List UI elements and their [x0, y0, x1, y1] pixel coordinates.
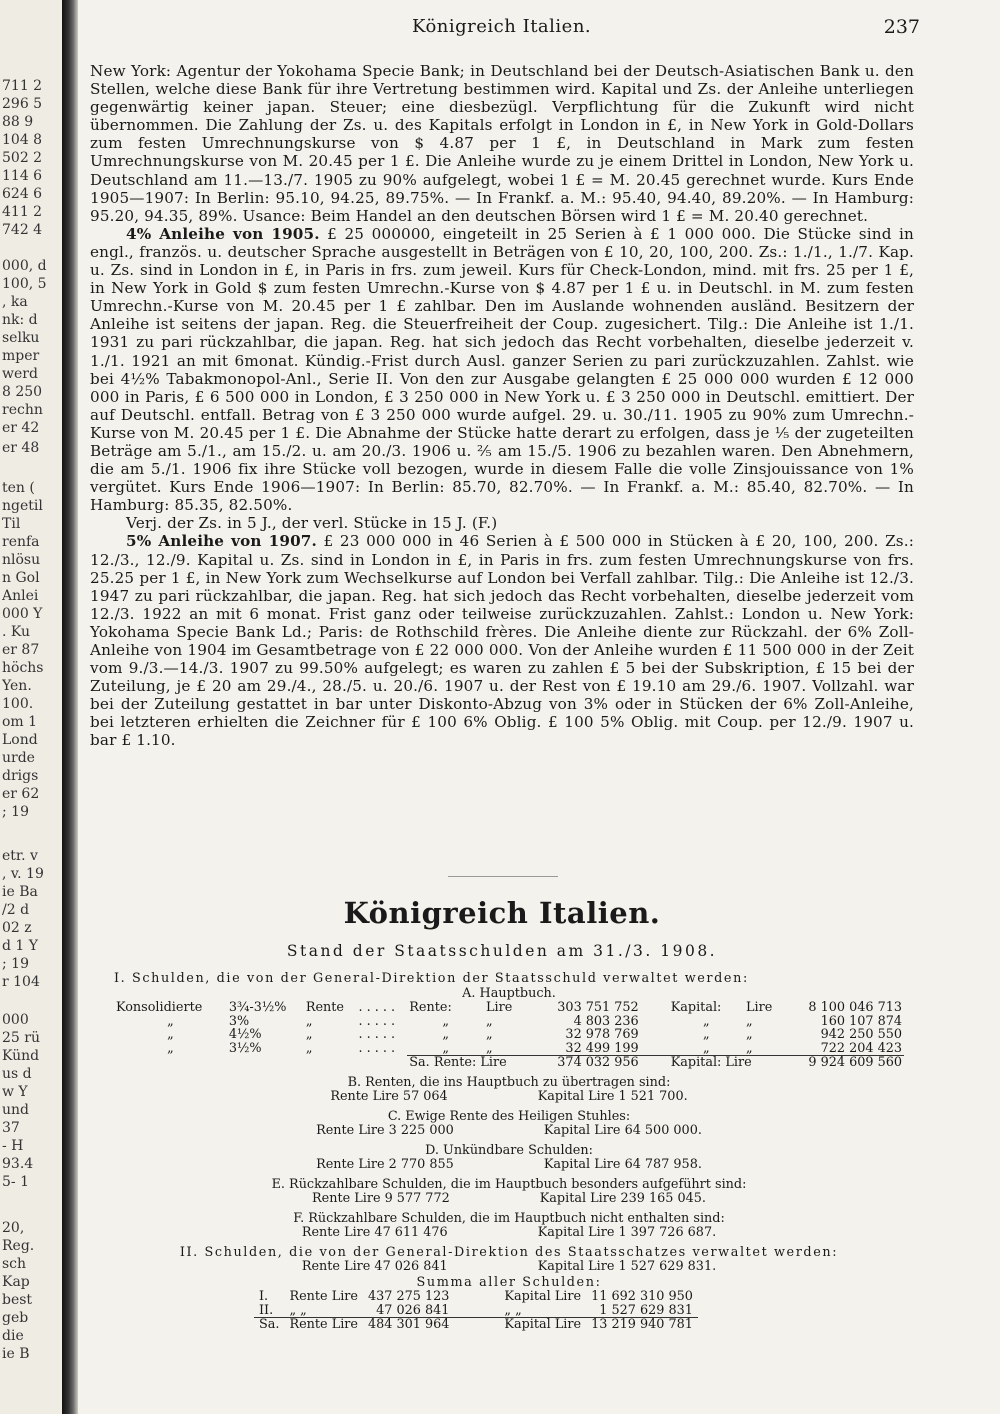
margin-fragment: geb — [2, 1310, 29, 1326]
margin-fragment: Til — [2, 516, 21, 532]
margin-fragment: 37 — [2, 1120, 20, 1136]
margin-fragment: 100. — [2, 696, 34, 712]
section-title: Königreich Italien. — [343, 896, 661, 930]
running-title: Königreich Italien. — [412, 16, 592, 37]
debt-group-amounts: Rente Lire 47 611 476 Kapital Lire 1 397 726 687. — [301, 1224, 717, 1240]
debt-group-amounts: Rente Lire 2 770 855 Kapital Lire 64 787 958. — [316, 1156, 702, 1172]
margin-fragment: Anlei — [2, 588, 39, 604]
margin-fragment: renfa — [2, 534, 40, 550]
margin-fragment: w Y — [2, 1084, 28, 1100]
margin-fragment: 93.4 — [2, 1156, 34, 1172]
margin-fragment: - H — [2, 1138, 24, 1154]
margin-fragment: . Ku — [2, 624, 31, 640]
part-one-heading: I. Schulden, die von der General-Direktion der Staatsschuld verwaltet werden: — [114, 971, 749, 986]
margin-fragment: mper — [2, 348, 40, 364]
margin-fragment: r 104 — [2, 974, 40, 990]
summa-row: I. Rente Lire 437 275 123 Kapital Lire 11 692 310 950 — [259, 1288, 693, 1304]
margin-fragment: selku — [2, 330, 40, 346]
margin-fragment: Künd — [2, 1048, 40, 1064]
margin-fragment: n Gol — [2, 570, 40, 586]
margin-fragment: 411 2 — [2, 204, 43, 220]
margin-fragment: 8 250 — [2, 384, 43, 400]
margin-fragment: Kap — [2, 1274, 30, 1290]
book-fold-shadow — [62, 0, 78, 1414]
margin-fragment: die — [2, 1328, 24, 1344]
margin-fragment: d 1 Y — [2, 938, 39, 954]
margin-fragment: urde — [2, 750, 35, 766]
margin-fragment: us d — [2, 1066, 32, 1082]
margin-fragment: 502 2 — [2, 150, 43, 166]
margin-fragment: drigs — [2, 768, 39, 784]
bond-heading: 5% Anleihe von 1907. — [126, 532, 317, 551]
margin-fragment: nk: d — [2, 312, 38, 328]
margin-fragment: ie B — [2, 1346, 30, 1362]
margin-fragment: ie Ba — [2, 884, 38, 900]
hauptbuch-row: „ 4½% „ . . . . . „ „ 32 978 769 „ „ 942 250 550 — [167, 1027, 902, 1043]
paragraph: 4% Anleihe von 1905. £ 25 000000, eingeteilt in 25 Serien à £ 1 000 000. Die Stücke sind in engl., französ. u. deutscher Sprache ausgestellt in Beträgen von £ 10, 20, 100, 200. Zs.: 1./1., 1./7. Kap. u. Zs. sind in London in £, in Paris in frs. zum jeweil. Kurs für Check-London, mind. mit frs. 25 per 1 £, in New York in Gold $ zum festen Umrechn.-Kurse von $ 4.87 per 1 £ u. in Deutschl. in M. zum festen Umrechn.-Kurse von M. 20.45 per 1 £ zahlbar. Den im Auslande wohnenden ausländ. Besitzern der Anleihe ist seitens der japan. Reg. die Steuerfreiheit der Coup. zugesichert. Tilg.: Die Anleihe ist 1./1. 1931 zu pari rückzahlbar, die japan. Reg. hat sich jedoch das Recht vorbehalten, dieselbe jederzeit v. 1./1. 1921 an mit 6monat. Kündig.-Frist durch Ausl. ganzer Serien zu pari zurückzuzahlen. Zahlst. wie bei 4½% Tabakmonopol-Anl., Serie II. Von den zur Ausgabe gelangten £ 25 000 000 wurden £ 12 000 000 in Paris, £ 6 500 000 in London, £ 3 250 000 in New York u. £ 3 250 000 in Deutschl. emittiert. Der auf Deutschl. entfall. Betrag von £ 3 250 000 wurde aufgel. 29. u. 30./11. 1905 zu 90% zum Umrechn.-Kurse von M. 20.45 per 1 £. Die Abnahme der Stücke hatte derart zu erfolgen, dass je ⅕ der zugeteilten Beträge am 5./1., am 15./2. u. am 20./3. 1906 u. ⅖ am 15./5. 1906 zu bezahlen waren. Den Abnehmern, die am 5./1. 1906 fix ihre Stücke voll bezogen, wurde in diesem Falle die volle Zinsjouissance von 1% vergütet. Kurs Ende 1906—1907: In Berlin: 85.70, 82.70%. — In Frankf. a. M.: 85.40, 82.70%. — In Hamburg: 85.35, 82.50%. — [90, 224, 914, 515]
margin-fragment: ten ( — [2, 480, 35, 496]
hauptbuch-row: „ 3½% „ . . . . . „ „ 32 499 199 „ „ 722 204 423 — [167, 1040, 902, 1057]
running-header — [84, 16, 920, 40]
margin-fragment: /2 d — [2, 902, 30, 918]
margin-fragment: 000, d — [2, 258, 47, 274]
margin-fragment: ; 19 — [2, 804, 29, 820]
margin-fragment: ngetil — [2, 498, 43, 514]
margin-fragment: er 62 — [2, 786, 40, 802]
margin-fragment: 02 z — [2, 920, 32, 936]
debt-group-heading: D. Unkündbare Schulden: — [425, 1142, 593, 1158]
margin-fragment: 000 Y — [2, 606, 43, 622]
hauptbuch-row: Konsolidierte 3¾-3½% Rente . . . . . Rente: Lire 303 751 752 Kapital: Lire 8 100 046 713 — [116, 1000, 902, 1015]
group-a-heading: A. Hauptbuch. — [462, 986, 556, 1001]
debt-group-amounts: Rente Lire 57 064 Kapital Lire 1 521 700. — [330, 1088, 688, 1104]
debt-group-heading: C. Ewige Rente des Heiligen Stuhles: — [387, 1108, 631, 1124]
margin-fragment: 000 — [2, 1012, 29, 1028]
margin-fragment: om 1 — [2, 714, 38, 730]
margin-fragment: er 42 — [2, 420, 40, 436]
margin-fragment: 104 8 — [2, 132, 43, 148]
left-page-margin-fragment — [0, 0, 62, 1414]
margin-fragment: er 87 — [2, 642, 40, 658]
margin-fragment: Reg. — [2, 1238, 35, 1254]
summa-total: Sa. Rente Lire 484 301 964 Kapital Lire 13 219 940 781 — [254, 1318, 698, 1332]
paragraph: Verj. der Zs. in 5 J., der verl. Stücke in 15 J. (F.) — [126, 514, 498, 533]
hauptbuch-row: „ 3% „ . . . . . „ „ 4 803 236 „ „ 160 107 874 — [167, 1013, 902, 1029]
margin-fragment: 20, — [2, 1220, 25, 1236]
section-divider — [448, 876, 558, 877]
margin-fragment: 100, 5 — [2, 276, 47, 292]
margin-fragment: höchs — [2, 660, 44, 676]
margin-fragment: Yen. — [2, 678, 32, 694]
debt-group-amounts: Rente Lire 9 577 772 Kapital Lire 239 165 045. — [312, 1190, 706, 1206]
margin-fragment: nlösu — [2, 552, 41, 568]
margin-fragment: 711 2 — [2, 78, 43, 94]
summa-row: II. „ „ 47 026 841 „ „ 1 527 629 831 — [259, 1302, 693, 1318]
body-text — [90, 62, 914, 750]
margin-fragment: 25 rü — [2, 1030, 40, 1046]
margin-fragment: er 48 — [2, 440, 40, 456]
margin-fragment: 296 5 — [2, 96, 43, 112]
hauptbuch-table — [114, 1001, 904, 1070]
margin-fragment: 5- 1 — [2, 1174, 29, 1190]
debt-groups — [114, 1076, 904, 1240]
margin-fragment: 742 4 — [2, 222, 43, 238]
summa-heading: Summa aller Schulden: — [416, 1274, 602, 1290]
margin-fragment: 114 6 — [2, 168, 43, 184]
margin-fragment: 88 9 — [2, 114, 34, 130]
summa-table — [254, 1290, 698, 1332]
debt-group-heading: B. Renten, die ins Hauptbuch zu übertragen sind: — [347, 1074, 671, 1090]
margin-fragment: , ka — [2, 294, 28, 310]
bond-heading: 4% Anleihe von 1905. — [126, 224, 320, 243]
margin-fragment: best — [2, 1292, 33, 1308]
debt-group-heading: E. Rückzahlbare Schulden, die im Hauptbuch besonders aufgeführt sind: — [271, 1176, 747, 1192]
debt-group-heading: F. Rückzahlbare Schulden, die im Hauptbuch nicht enthalten sind: — [293, 1210, 725, 1226]
paragraph: 5% Anleihe von 1907. £ 23 000 000 in 46 Serien à £ 500 000 in Stücken à £ 20, 100, 200. Zs.: 12./3., 12./9. Kapital u. Zs. sind in London in £, in Paris in frs. zum festen Umrechnungskurse von frs. 25.25 per 1 £, in New York zum Wechselkurse auf London bei Verfall zahlbar. Tilg.: Die Anleihe ist 12./3. 1947 zu pari rückzahlbar, die japan. Reg. hat sich jedoch das Recht vorbehalten, dieselbe jederzeit vom 12./3. 1922 an mit 6 monat. Frist ganz oder teilweise zurückzuzahlen. Zahlst.: London u. New York: Yokohama Specie Bank Ld.; Paris: de Rothschild frères. Die Anleihe diente zur Rückzahl. der 6% Zoll-Anleihe von 1904 im Gesamtbetrage von £ 22 000 000. Von der Anleihe wurden £ 11 500 000 in der Zeit vom 9./3.—14./3. 1907 zu 99.50% aufgelegt; es waren zu zahlen £ 5 bei der Subskription, £ 15 bei der Zuteilung, je £ 20 am 29./4., 28./5. u. 20./6. 1907 u. der Rest von £ 19.10 am 29./6. 1907. Vollzahl. war bei der Zuteilung gestattet in bar unter Diskonto-Abzug von 3% oder in Stücken der 6% Zoll-Anleihe, bei letzteren erhielten die Zeichner für £ 100 6% Oblig. £ 100 5% Oblig. mit Coup. per 12./9. 1907 u. bar £ 1.10. — [90, 532, 914, 750]
section-subtitle: Stand der Staatsschulden am 31./3. 1908. — [286, 942, 718, 960]
margin-fragment: , v. 19 — [2, 866, 44, 882]
debt-group-amounts: Rente Lire 3 225 000 Kapital Lire 64 500 000. — [316, 1122, 702, 1138]
margin-fragment: und — [2, 1102, 29, 1118]
page-number: 237 — [883, 16, 920, 38]
part-two-heading: II. Schulden, die von der General-Direktion des Staatsschatzes verwaltet werden: — [179, 1244, 839, 1260]
debt-statement — [114, 962, 904, 1332]
part-two-amounts: Rente Lire 47 026 841 Kapital Lire 1 527 629 831. — [301, 1258, 717, 1274]
margin-fragment: Lond — [2, 732, 38, 748]
margin-fragment: 624 6 — [2, 186, 43, 202]
margin-fragment: werd — [2, 366, 38, 382]
margin-fragment: ; 19 — [2, 956, 29, 972]
paragraph: New York: Agentur der Yokohama Specie Bank; in Deutschland bei der Deutsch-Asiatischen Bank u. den Stellen, welche diese Bank für ihre Vertretung bestimmen wird. Kapital und Zs. der Anleihe unterliegen gegenwärtig keiner japan. Steuer; eine diesbezügl. Verpflichtung für die Zukunft wird nicht übernommen. Die Zahlung der Zs. u. des Kapitals erfolgt in London in £, in New York in Gold-Dollars zum festen Umrechnungskurse von $ 4.87 per 1 £, in Deutschland in Mark zum festen Umrechnungskurse von M. 20.45 per 1 £. Die Anleihe wurde zu je einem Drittel in London, New York u. Deutschland am 11.—13./7. 1905 zu 90% aufgelegt, wobei 1 £ = M. 20.45 gerechnet wurde. Kurs Ende 1905—1907: In Berlin: 95.10, 94.25, 89.75%. — In Frankf. a. M.: 95.40, 94.40, 89.20%. — In Hamburg: 95.20, 94.35, 89%. Usance: Beim Handel an den deutschen Börsen wird 1 £ = M. 20.40 gerechnet. — [90, 62, 914, 225]
hauptbuch-total: Sa. Rente: Lire 374 032 956 Kapital: Lire 9 924 609 560 — [409, 1055, 902, 1071]
margin-fragment: rechn — [2, 402, 43, 418]
margin-fragment: sch — [2, 1256, 27, 1272]
margin-fragment: etr. v — [2, 848, 38, 864]
